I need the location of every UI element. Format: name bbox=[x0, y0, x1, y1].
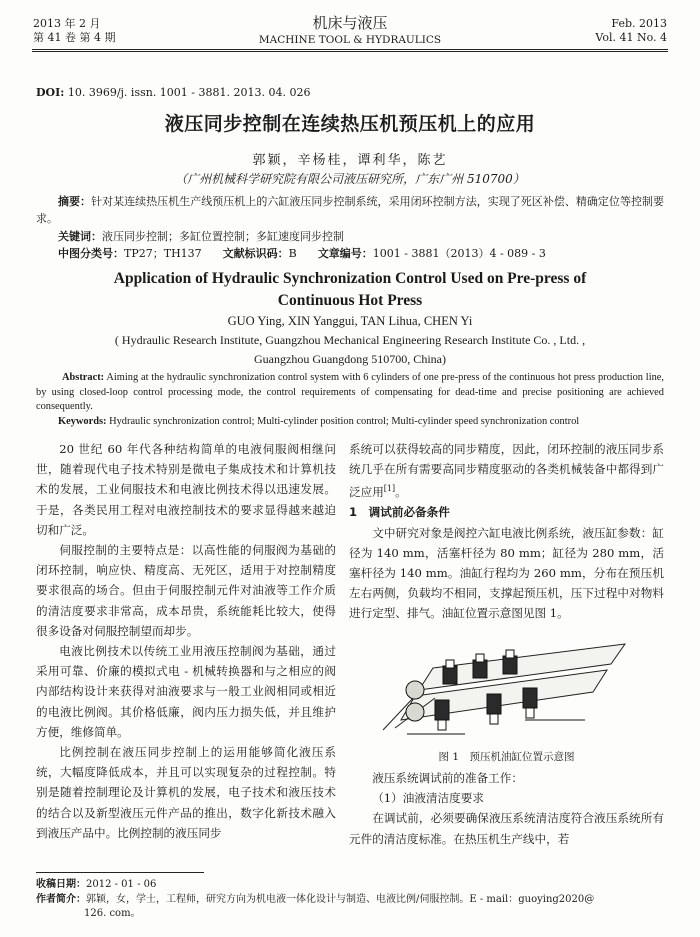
keywords-text-en: Hydraulic synchronization control; Multi-cylinder position control; Multi-cylinder speed synchronization control bbox=[109, 416, 580, 427]
affiliation-en-line1: ( Hydraulic Research Institute, Guangzhou Mechanical Engineering Research Institute Co. , Ltd. , bbox=[114, 333, 586, 347]
abstract-text-cn: 针对某连续热压机生产线预压机上的六缸液压同步控制系统，采用闭环控制方法，实现了死区补偿、精确定位等控制要求。 bbox=[36, 195, 665, 225]
paper-title-en bbox=[0, 268, 700, 312]
citation-ref: [1] bbox=[383, 484, 396, 494]
doi-value: 10. 3969/j. issn. 1001 - 3881. 2013. 04. 026 bbox=[67, 86, 311, 99]
header-right bbox=[595, 17, 667, 45]
affiliation-cn: （广州机械科学研究院有限公司液压研究所，广东广州 510700） bbox=[175, 172, 525, 186]
clc-label: 中图分类号： bbox=[58, 247, 124, 260]
header-date: 2013 年 2 月 bbox=[33, 17, 101, 30]
body-paragraph: 文中研究对象是阀控六缸电液比例系统，液压缸参数：缸径为 140 mm，活塞杆径为 80 mm；缸径为 280 mm，活塞杆径为 140 mm。油缸行程均为 260 mm，分布在预压机左右两侧，负载均不相同，支撑起预压机，压下过程中对物料进行定型、排气。油缸位置示意图见图 1。 bbox=[349, 525, 664, 621]
article-value: 1001 - 3881（2013）4 - 089 - 3 bbox=[372, 247, 546, 260]
body-paragraph: 电液比例技术以传统工业用液压控制阀为基础，通过采用可靠、价廉的模拟式电 - 机械转换器和与之相应的阀内部结构设计来获得对油液要求与一般工业阀相同或相近的电液比例阀。其价格低廉，阀内压力损失低，并且维护方便，维修简单。 bbox=[36, 644, 336, 739]
clc-value: TP27；TH137 bbox=[124, 247, 202, 260]
abstract-text-en: Aiming at the hydraulic synchronization control system with 6 cylinders of one pre-press of the continuous hot press production line, by using closed-loop control processing mode, the control requirements of compensating for dead-time and precise positioning are achieved consequently. bbox=[36, 372, 664, 412]
classification-line bbox=[58, 245, 546, 261]
doi-line bbox=[36, 86, 310, 99]
abstract-en bbox=[36, 371, 664, 415]
cylinder-layout-diagram bbox=[375, 638, 645, 744]
keywords-cn bbox=[58, 228, 344, 244]
header-rule-2 bbox=[32, 51, 668, 52]
doccode-label: 文献标识码： bbox=[222, 247, 289, 260]
abstract-label-cn: 摘要： bbox=[58, 195, 92, 208]
body-paragraph: 伺服控制的主要特点是：以高性能的伺服阀为基础的闭环控制，响应快、精度高、无死区，适用于对控制精度要求很高的场合。但由于伺服控制元件对油液等工作介质的清洁度要求非常高，成本昂贵，系统能耗比较大，使得很多设备对伺服控制望而却步。 bbox=[36, 543, 336, 638]
header-volume: Vol. 41 No. 4 bbox=[595, 31, 667, 44]
body-paragraph bbox=[349, 439, 664, 502]
doccode-value: B bbox=[288, 247, 297, 260]
body-left-column bbox=[36, 439, 336, 843]
authors-cn: 郭颖，辛杨桂，谭利华，陈艺 bbox=[252, 153, 448, 168]
footnotes bbox=[36, 878, 664, 922]
abstract-cn bbox=[36, 193, 664, 227]
paper-title-cn: 液压同步控制在连续热压机预压机上的应用 bbox=[164, 113, 536, 135]
title-en-line2: Continuous Hot Press bbox=[277, 292, 423, 309]
affiliation-en bbox=[0, 331, 700, 369]
keywords-label-cn: 关键词： bbox=[58, 230, 102, 243]
footnote-rule bbox=[36, 872, 204, 873]
received-date bbox=[36, 878, 664, 893]
keywords-en bbox=[58, 416, 579, 427]
header-rule bbox=[32, 49, 668, 50]
affiliation-en-line2: Guangzhou Guangdong 510700, China) bbox=[254, 352, 446, 366]
keywords-text-cn: 液压同步控制；多缸位置控制；多缸速度同步控制 bbox=[102, 230, 344, 243]
authors-en: GUO Ying, XIN Yanggui, TAN Lihua, CHEN Yi bbox=[227, 314, 473, 328]
doi-label: DOI: bbox=[36, 86, 65, 99]
author-bio-text: 郭颖，女，学士，工程师，研究方向为机电液一体化设计与制造、电液比例/伺服控制。E - mail：guoying2020@ bbox=[86, 893, 595, 905]
body-paragraph: 液压系统调试前的准备工作： bbox=[372, 771, 523, 785]
body-right-column bbox=[349, 439, 664, 624]
paragraph-text: 系统可以获得较高的同步精度，因此，闭环控制的液压同步系统几乎在所有需要高同步精度驱动的各类机械装备中都得到广泛应用 bbox=[349, 442, 664, 500]
abstract-label-en: Abstract: bbox=[62, 372, 105, 383]
list-item: （1）油液清洁度要求 bbox=[372, 791, 484, 806]
author-bio bbox=[36, 893, 664, 908]
author-bio-label: 作者简介： bbox=[36, 893, 86, 905]
article-label: 文章编号： bbox=[317, 247, 373, 260]
body-right-column-lower bbox=[349, 749, 664, 849]
body-paragraph: 在调试前，必须要确保液压系统清洁度符合液压系统所有元件的清洁度标准。在热压机生产线中，若 bbox=[349, 811, 664, 846]
title-en-line1: Application of Hydraulic Synchronization Control Used on Pre-press of bbox=[113, 270, 587, 287]
journal-name-en: MACHINE TOOL & HYDRAULICS bbox=[258, 34, 442, 46]
journal-name: 机床与液压 bbox=[312, 14, 388, 32]
body-paragraph: 20 世纪 60 年代各种结构简单的电液伺服阀相继问世，随着现代电子技术特别是微电子集成技术和计算机技术的发展，工业伺服技术和电液比例技术得以迅速发展。于是，各类民用工程对电液控制技术的要求显得越来越迫切和广泛。 bbox=[36, 442, 336, 537]
keywords-label-en: Keywords: bbox=[58, 416, 107, 427]
header-date-en: Feb. 2013 bbox=[611, 17, 667, 30]
figure-1 bbox=[375, 638, 645, 744]
author-bio-cont: 126. com。 bbox=[84, 908, 141, 919]
received-value: 2012 - 01 - 06 bbox=[86, 879, 157, 890]
header-issue: 第 41 卷 第 4 期 bbox=[33, 31, 116, 44]
paragraph-end: 。 bbox=[395, 485, 407, 500]
body-paragraph: 比例控制在液压同步控制上的运用能够简化液压系统，大幅度降低成本，并且可以实现复杂的过程控制。特别是随着控制理论及计算机的发展，电子技术和液压技术的结合以及新型液压元件产品的推出，数字化新技术融入到液压产品中。比例控制的液压同步 bbox=[36, 745, 336, 840]
figure-caption: 图 1 预压机油缸位置示意图 bbox=[438, 751, 575, 763]
received-label: 收稿日期： bbox=[36, 879, 86, 890]
section-heading: 1 调试前必备条件 bbox=[349, 505, 450, 520]
